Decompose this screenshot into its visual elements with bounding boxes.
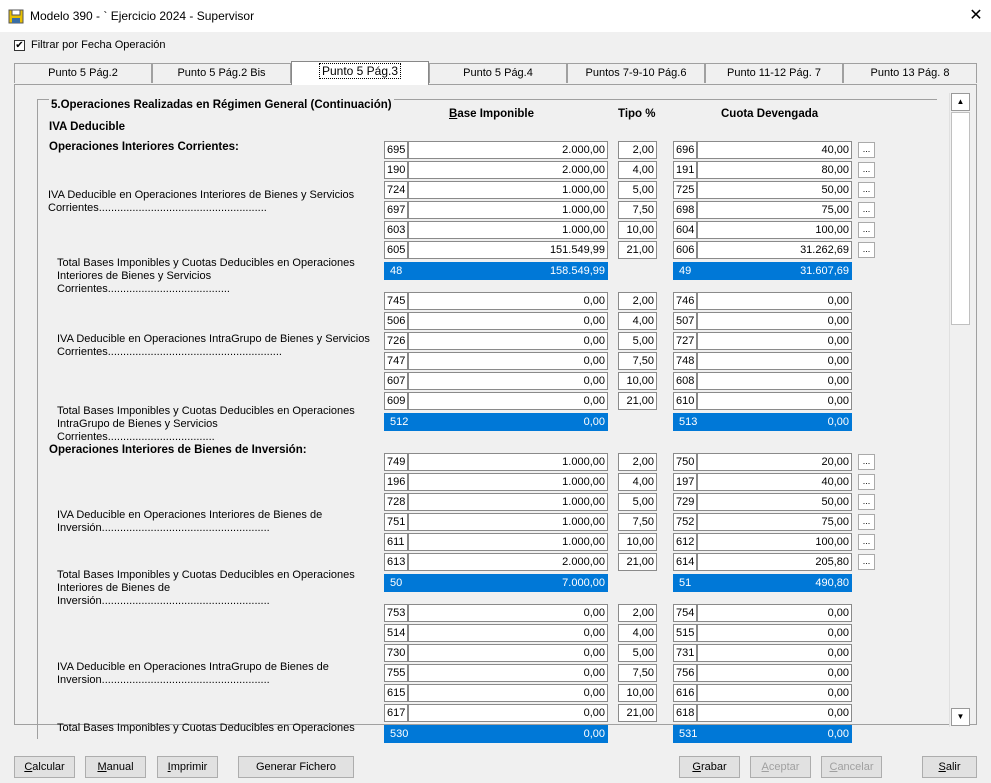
cuota-code: 612 <box>673 533 697 551</box>
base-code: 753 <box>384 604 408 622</box>
base-input[interactable]: 1.000,00 <box>408 221 608 239</box>
cuota-input[interactable]: 0,00 <box>697 644 852 662</box>
cuota-code: 727 <box>673 332 697 350</box>
cuota-code: 608 <box>673 372 697 390</box>
cuota-code: 49 <box>673 262 697 280</box>
tipo-input[interactable]: 2,00 <box>618 292 657 310</box>
base-input[interactable]: 0,00 <box>408 644 608 662</box>
base-code: 615 <box>384 684 408 702</box>
base-code: 607 <box>384 372 408 390</box>
label-oibi-total: Total Bases Imponibles y Cuotas Deducibles en Operaciones Interiores de Bienes de Inversión....................................................... <box>57 569 355 607</box>
ellipsis-button[interactable]: ... <box>858 494 875 510</box>
ellipsis-button[interactable]: ... <box>858 454 875 470</box>
cuota-code: 604 <box>673 221 697 239</box>
label-igi-total: Total Bases Imponibles y Cuotas Deducibles en Operaciones <box>57 722 355 734</box>
cuota-input[interactable]: 0,00 <box>697 704 852 722</box>
base-code: 611 <box>384 533 408 551</box>
tipo-input[interactable]: 5,00 <box>618 493 657 511</box>
cuota-input[interactable]: 0,00 <box>697 664 852 682</box>
label-igi-desc: IVA Deducible en Operaciones IntraGrupo de Bienes de Inversion....................................................... <box>57 661 329 686</box>
base-code: 530 <box>384 725 408 743</box>
salir-button[interactable]: Salir <box>922 756 977 778</box>
cuota-code: 507 <box>673 312 697 330</box>
cuota-input[interactable]: 0,00 <box>697 372 852 390</box>
cuota-input[interactable]: 40,00 <box>697 473 852 491</box>
base-code: 751 <box>384 513 408 531</box>
cuota-code: 614 <box>673 553 697 571</box>
tipo-input[interactable]: 4,00 <box>618 312 657 330</box>
cuota-input[interactable]: 40,00 <box>697 141 852 159</box>
cuota-input[interactable]: 0,00 <box>697 725 852 743</box>
filter-label: Filtrar por Fecha Operación <box>31 39 166 51</box>
scroll-thumb[interactable] <box>951 112 970 325</box>
cuota-input[interactable]: 490,80 <box>697 574 852 592</box>
close-icon[interactable]: ✕ <box>969 7 983 24</box>
cuota-code: 531 <box>673 725 697 743</box>
cuota-code: 191 <box>673 161 697 179</box>
cuota-input[interactable]: 205,80 <box>697 553 852 571</box>
base-code: 50 <box>384 574 408 592</box>
cuota-input[interactable]: 50,00 <box>697 181 852 199</box>
iva-deducible-heading: IVA Deducible <box>49 121 126 133</box>
cuota-input[interactable]: 0,00 <box>697 604 852 622</box>
window-title: Modelo 390 - ` Ejercicio 2024 - Supervisor <box>30 9 255 23</box>
base-code: 747 <box>384 352 408 370</box>
label-igc-desc: IVA Deducible en Operaciones IntraGrupo de Bienes y Servicios Corrientes......................................................... <box>57 333 370 358</box>
base-input[interactable]: 1.000,00 <box>408 493 608 511</box>
manual-button[interactable]: Manual <box>85 756 146 778</box>
tipo-input[interactable]: 4,00 <box>618 624 657 642</box>
filter-by-date-checkbox[interactable] <box>14 38 166 52</box>
base-code: 512 <box>384 413 408 431</box>
cuota-code: 748 <box>673 352 697 370</box>
base-code: 603 <box>384 221 408 239</box>
base-input[interactable]: 0,00 <box>408 332 608 350</box>
tab-punto11-12-pag7[interactable]: Punto 11-12 Pág. 7 <box>705 63 843 83</box>
tipo-input[interactable]: 4,00 <box>618 473 657 491</box>
cuota-input[interactable]: 75,00 <box>697 201 852 219</box>
ellipsis-button[interactable]: ... <box>858 182 875 198</box>
label-igc-total: Total Bases Imponibles y Cuotas Deducibles en Operaciones IntraGrupo de Bienes y Servicios Corrientes................................... <box>57 405 355 443</box>
ellipsis-button[interactable]: ... <box>858 162 875 178</box>
cuota-code: 51 <box>673 574 697 592</box>
base-code: 724 <box>384 181 408 199</box>
cuota-input[interactable]: 31.607,69 <box>697 262 852 280</box>
base-input[interactable]: 0,00 <box>408 664 608 682</box>
cuota-input[interactable]: 80,00 <box>697 161 852 179</box>
tab-punto5-pag4[interactable]: Punto 5 Pág.4 <box>429 63 567 83</box>
base-input[interactable]: 2.000,00 <box>408 553 608 571</box>
tipo-input[interactable]: 5,00 <box>618 181 657 199</box>
base-input[interactable]: 0,00 <box>408 372 608 390</box>
base-input[interactable]: 1.000,00 <box>408 453 608 471</box>
tipo-input[interactable]: 4,00 <box>618 161 657 179</box>
base-input[interactable]: 1.000,00 <box>408 533 608 551</box>
label-oibi-desc: IVA Deducible en Operaciones Interiores de Bienes de Inversión....................................................... <box>57 509 323 534</box>
tipo-input[interactable]: 7,50 <box>618 664 657 682</box>
header-cuota-devengada: Cuota Devengada <box>721 108 819 120</box>
tab-punto5-pag3[interactable] <box>291 61 429 85</box>
tipo-input[interactable]: 7,50 <box>618 201 657 219</box>
base-code: 695 <box>384 141 408 159</box>
label-oic-total: Total Bases Imponibles y Cuotas Deducibles en Operaciones Interiores de Bienes y Servicios Corrientes........................................ <box>57 257 355 295</box>
calcular-button[interactable]: Calcular <box>14 756 75 778</box>
tab-active-label: Punto 5 Pág.3 <box>319 63 401 79</box>
base-code: 514 <box>384 624 408 642</box>
cancelar-button: Cancelar <box>821 756 882 778</box>
app-icon <box>8 9 24 24</box>
cuota-input[interactable]: 31.262,69 <box>697 241 852 259</box>
section-op-interiores-inversion: Operaciones Interiores de Bienes de Inversión: <box>49 444 307 456</box>
ellipsis-button[interactable]: ... <box>858 534 875 550</box>
tipo-input[interactable]: 21,00 <box>618 704 657 722</box>
cuota-code: 610 <box>673 392 697 410</box>
cuota-code: 515 <box>673 624 697 642</box>
cuota-code: 756 <box>673 664 697 682</box>
base-code: 617 <box>384 704 408 722</box>
base-input[interactable]: 1.000,00 <box>408 473 608 491</box>
tipo-input[interactable]: 21,00 <box>618 241 657 259</box>
tipo-input[interactable]: 21,00 <box>618 553 657 571</box>
cuota-code: 729 <box>673 493 697 511</box>
ellipsis-button[interactable]: ... <box>858 202 875 218</box>
base-code: 605 <box>384 241 408 259</box>
base-input[interactable]: 0,00 <box>408 704 608 722</box>
header-base-imponible: Base Imponible <box>449 108 534 120</box>
label-oic-desc: IVA Deducible en Operaciones Interiores de Bienes y Servicios Corrientes....................................................... <box>48 189 355 214</box>
cuota-code: 513 <box>673 413 697 431</box>
ellipsis-button[interactable]: ... <box>858 554 875 570</box>
base-input[interactable]: 0,00 <box>408 624 608 642</box>
tipo-input[interactable]: 10,00 <box>618 221 657 239</box>
tipo-input[interactable]: 5,00 <box>618 644 657 662</box>
cuota-input[interactable]: 0,00 <box>697 292 852 310</box>
base-input[interactable]: 2.000,00 <box>408 141 608 159</box>
title-bar <box>0 0 991 32</box>
ellipsis-button[interactable]: ... <box>858 514 875 530</box>
base-input[interactable]: 0,00 <box>408 292 608 310</box>
imprimir-button[interactable]: Imprimir <box>157 756 218 778</box>
section-op-interiores-corrientes: Operaciones Interiores Corrientes: <box>49 141 239 153</box>
cuota-input[interactable]: 100,00 <box>697 221 852 239</box>
base-code: 749 <box>384 453 408 471</box>
cuota-input[interactable]: 100,00 <box>697 533 852 551</box>
cuota-code: 731 <box>673 644 697 662</box>
base-input[interactable]: 0,00 <box>408 725 608 743</box>
cuota-input[interactable]: 0,00 <box>697 624 852 642</box>
ellipsis-button[interactable]: ... <box>858 474 875 490</box>
cuota-input[interactable]: 0,00 <box>697 312 852 330</box>
tipo-input[interactable]: 2,00 <box>618 453 657 471</box>
base-code: 745 <box>384 292 408 310</box>
tipo-input[interactable]: 7,50 <box>618 352 657 370</box>
base-input[interactable]: 1.000,00 <box>408 513 608 531</box>
grabar-button[interactable]: Grabar <box>679 756 740 778</box>
generar-fichero-button[interactable]: Generar Fichero <box>238 756 354 778</box>
base-input[interactable]: 1.000,00 <box>408 181 608 199</box>
header-base-rest: ase Imponible <box>457 108 534 120</box>
base-input[interactable]: 0,00 <box>408 392 608 410</box>
scroll-up-icon[interactable]: ▲ <box>951 93 970 111</box>
cuota-code: 750 <box>673 453 697 471</box>
cuota-code: 725 <box>673 181 697 199</box>
base-input[interactable]: 1.000,00 <box>408 201 608 219</box>
cuota-code: 746 <box>673 292 697 310</box>
base-code: 190 <box>384 161 408 179</box>
base-code: 48 <box>384 262 408 280</box>
base-code: 726 <box>384 332 408 350</box>
base-code: 609 <box>384 392 408 410</box>
header-tipo: Tipo % <box>618 108 656 120</box>
cuota-input[interactable]: 20,00 <box>697 453 852 471</box>
scroll-down-icon[interactable]: ▼ <box>951 708 970 726</box>
tipo-input[interactable]: 10,00 <box>618 533 657 551</box>
base-input[interactable]: 7.000,00 <box>408 574 608 592</box>
base-code: 196 <box>384 473 408 491</box>
ellipsis-button[interactable]: ... <box>858 142 875 158</box>
tab-puntos7-9-10-pag6[interactable]: Puntos 7-9-10 Pág.6 <box>567 63 705 83</box>
aceptar-button: Aceptar <box>750 756 811 778</box>
cuota-code: 752 <box>673 513 697 531</box>
base-code: 728 <box>384 493 408 511</box>
cuota-input[interactable]: 0,00 <box>697 332 852 350</box>
checkbox-check-icon[interactable]: ✔ <box>15 39 24 51</box>
cuota-input[interactable]: 0,00 <box>697 352 852 370</box>
base-code: 506 <box>384 312 408 330</box>
cuota-code: 606 <box>673 241 697 259</box>
base-code: 697 <box>384 201 408 219</box>
base-input[interactable]: 158.549,99 <box>408 262 608 280</box>
base-input[interactable]: 0,00 <box>408 604 608 622</box>
base-input[interactable]: 0,00 <box>408 684 608 702</box>
cuota-code: 754 <box>673 604 697 622</box>
cuota-code: 698 <box>673 201 697 219</box>
base-input[interactable]: 0,00 <box>408 352 608 370</box>
ellipsis-button[interactable]: ... <box>858 242 875 258</box>
tipo-input[interactable]: 2,00 <box>618 604 657 622</box>
cuota-code: 197 <box>673 473 697 491</box>
base-input[interactable]: 151.549,99 <box>408 241 608 259</box>
base-input[interactable]: 0,00 <box>408 312 608 330</box>
tipo-input[interactable]: 5,00 <box>618 332 657 350</box>
cuota-input[interactable]: 0,00 <box>697 392 852 410</box>
tipo-input[interactable]: 21,00 <box>618 392 657 410</box>
base-code: 613 <box>384 553 408 571</box>
tab-punto5-pag2[interactable]: Punto 5 Pág.2 <box>14 63 152 83</box>
tipo-input[interactable]: 10,00 <box>618 684 657 702</box>
base-input[interactable]: 0,00 <box>408 413 608 431</box>
tipo-input[interactable]: 2,00 <box>618 141 657 159</box>
cuota-code: 616 <box>673 684 697 702</box>
cuota-input[interactable]: 0,00 <box>697 684 852 702</box>
base-code: 755 <box>384 664 408 682</box>
cuota-code: 696 <box>673 141 697 159</box>
cuota-input[interactable]: 75,00 <box>697 513 852 531</box>
tipo-input[interactable]: 10,00 <box>618 372 657 390</box>
tab-punto5-pag2bis[interactable]: Punto 5 Pág.2 Bis <box>152 63 291 83</box>
group-title: 5.Operaciones Realizadas en Régimen General (Continuación) <box>51 99 392 111</box>
vertical-scrollbar[interactable] <box>949 93 970 727</box>
base-code: 730 <box>384 644 408 662</box>
base-input[interactable]: 2.000,00 <box>408 161 608 179</box>
cuota-input[interactable]: 50,00 <box>697 493 852 511</box>
ellipsis-button[interactable]: ... <box>858 222 875 238</box>
tipo-input[interactable]: 7,50 <box>618 513 657 531</box>
cuota-input[interactable]: 0,00 <box>697 413 852 431</box>
tab-punto13-pag8[interactable]: Punto 13 Pág. 8 <box>843 63 977 83</box>
cuota-code: 618 <box>673 704 697 722</box>
